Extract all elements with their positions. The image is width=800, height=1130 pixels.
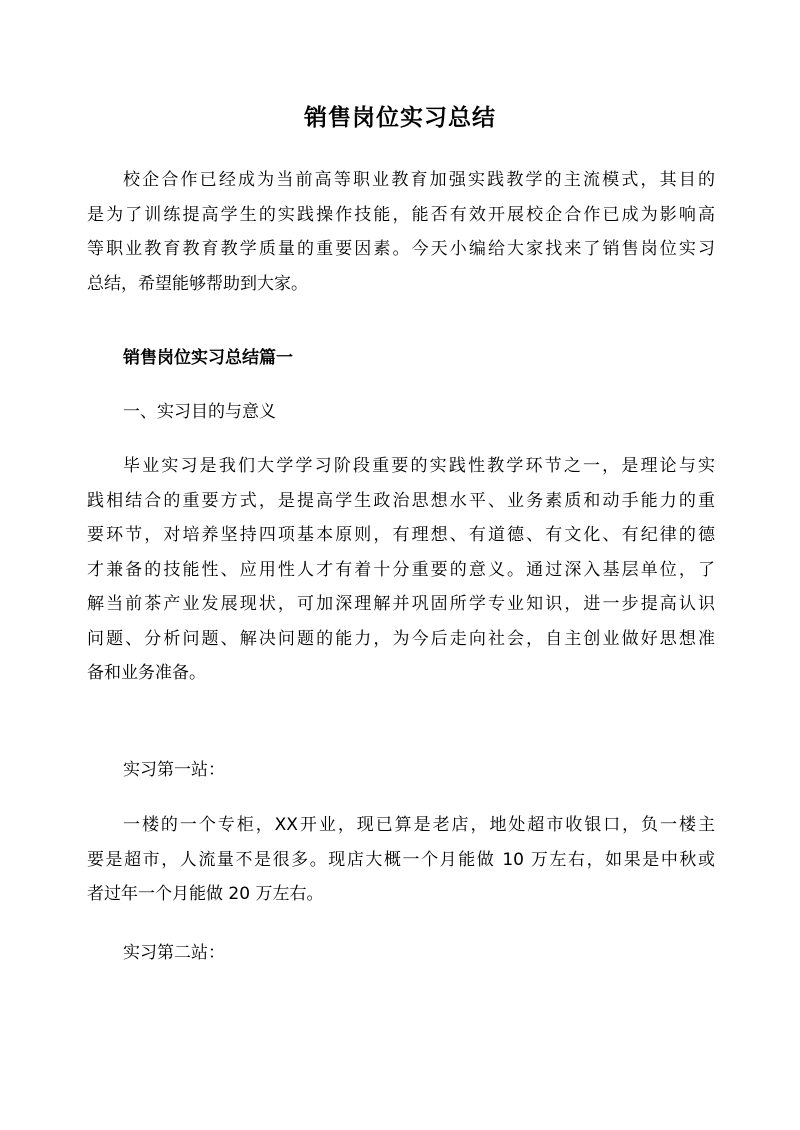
paragraph-line: 校企合作已经成为当前高等职业教育加强实践教学的主流模式，其目的 bbox=[123, 170, 715, 190]
paragraph-line: 总结，希望能够帮助到大家。 bbox=[87, 273, 308, 294]
document-title: 销售岗位实习总结 bbox=[304, 105, 496, 131]
paragraph-line: 等职业教育教育教学质量的重要因素。今天小编给大家找来了销售岗位实习 bbox=[87, 239, 715, 259]
station-1-paragraph bbox=[87, 808, 715, 912]
paragraph-line: 要环节，对培养坚持四项基本原则，有理想、有道德、有文化、有纪律的德 bbox=[87, 525, 715, 545]
paragraph-line: 要是超市，人流量不是很多。现店大概一个月能做 10 万左右，如果是中秋或 bbox=[87, 849, 715, 870]
paragraph-line: 践相结合的重要方式，是提高学生政治思想水平、业务素质和动手能力的重 bbox=[87, 490, 715, 511]
subheading-purpose: 一、实习目的与意义 bbox=[123, 402, 276, 422]
section-heading: 销售岗位实习总结篇一 bbox=[123, 348, 293, 368]
paragraph-line: 毕业实习是我们大学学习阶段重要的实践性教学环节之一，是理论与实 bbox=[123, 456, 715, 476]
paragraph-line: 一楼的一个专柜，XX开业，现已算是老店，地处超市收银口，负一楼主 bbox=[123, 815, 715, 835]
paragraph-line: 才兼备的技能性、应用性人才有着十分重要的意义。通过深入基层单位，了 bbox=[87, 559, 715, 580]
paragraph-line: 是为了训练提高学生的实践操作技能，能否有效开展校企合作已成为影响高 bbox=[87, 204, 715, 225]
paragraph-line: 问题、分析问题、解决问题的能力，为今后走向社会，自主创业做好思想准 bbox=[87, 628, 715, 649]
station-1-heading: 实习第一站： bbox=[123, 760, 225, 780]
paragraph-line: 备和业务准备。 bbox=[87, 663, 206, 683]
intro-paragraph bbox=[87, 163, 715, 301]
station-2-heading: 实习第二站： bbox=[123, 943, 225, 963]
purpose-paragraph bbox=[87, 449, 715, 691]
paragraph-line: 者过年一个月能做 20 万左右。 bbox=[87, 884, 324, 904]
paragraph-line: 解当前茶产业发展现状，可加深理解并巩固所学专业知识，进一步提高认识 bbox=[87, 594, 715, 614]
